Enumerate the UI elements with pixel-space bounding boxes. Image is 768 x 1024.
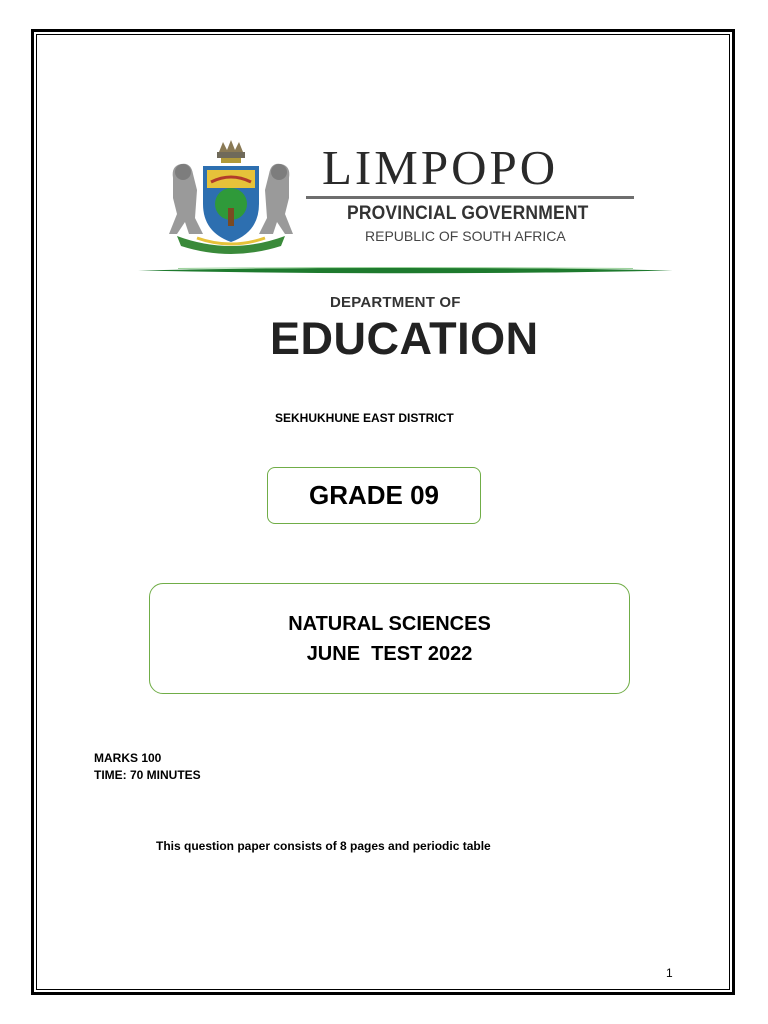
department-name: EDUCATION xyxy=(270,313,539,364)
province-name: LIMPOPO xyxy=(322,140,559,195)
grade-label: GRADE 09 xyxy=(308,480,440,510)
marks-label: MARKS 100 xyxy=(94,751,162,765)
test-title: JUNE TEST 2022 xyxy=(306,642,473,665)
grade-box xyxy=(267,467,481,524)
page-number: 1 xyxy=(666,966,673,980)
district-name: SEKHUKHUNE EAST DISTRICT xyxy=(275,411,454,425)
exam-details xyxy=(94,750,201,784)
subject-title: NATURAL SCIENCES xyxy=(288,612,491,635)
republic-name: REPUBLIC OF SOUTH AFRICA xyxy=(365,228,566,244)
coat-of-arms-icon xyxy=(163,138,299,256)
subject-box xyxy=(149,583,630,694)
department-of-label: DEPARTMENT OF xyxy=(330,294,461,311)
header-divider xyxy=(306,196,634,199)
time-label: TIME: 70 MINUTES xyxy=(94,768,201,782)
government-name: PROVINCIAL GOVERNMENT xyxy=(347,203,589,224)
green-divider xyxy=(138,266,673,275)
paper-note: This question paper consists of 8 pages and periodic table xyxy=(156,839,491,853)
